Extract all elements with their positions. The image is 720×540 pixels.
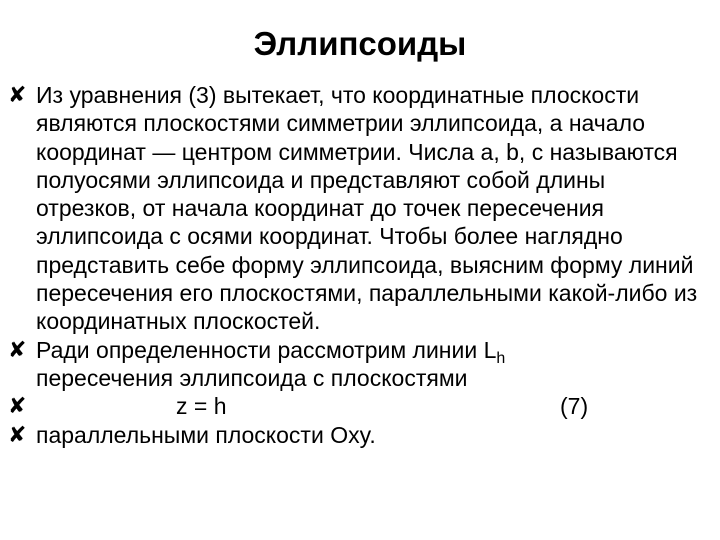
formula-z-equals-h: z = h (176, 393, 227, 420)
paragraph-2-text-after: пересечения эллипсоида с плоскостями (36, 364, 468, 391)
bullet-x-icon: ✘ (8, 393, 27, 419)
paragraph-1-text: Из уравнения (3) вытекает, что координатные плоскости являются плоскостями симметрии эллипсоида, а начало координат — центром симметрии. Числа a, b, c называются полуосями эллипсоида и представляют собой длины отрезков, от начала координат до точек пересечения эллипсоида с осями координат. Чтобы более наглядно представить себе форму эллипсоида, выясним форму линий пересечения его плоскостями, параллельными какой-либо из координатных плоскостей. (36, 82, 698, 335)
paragraph-4 (8, 421, 708, 449)
paragraph-4-text: параллельными плоскости Oxy. (36, 421, 376, 448)
bullet-x-icon: ✘ (8, 421, 27, 447)
formula-row (8, 392, 708, 420)
slide-content (8, 81, 708, 449)
bullet-x-icon: ✘ (8, 82, 27, 107)
subscript-h: h (496, 349, 506, 367)
paragraph-2 (8, 336, 708, 393)
paragraph-1 (8, 81, 708, 336)
bullet-x-icon: ✘ (8, 336, 27, 362)
paragraph-2-text-before: Ради определенности рассмотрим линии L (36, 336, 497, 363)
slide-title: Эллипсоиды (253, 25, 467, 62)
formula-number: (7) (560, 393, 589, 420)
